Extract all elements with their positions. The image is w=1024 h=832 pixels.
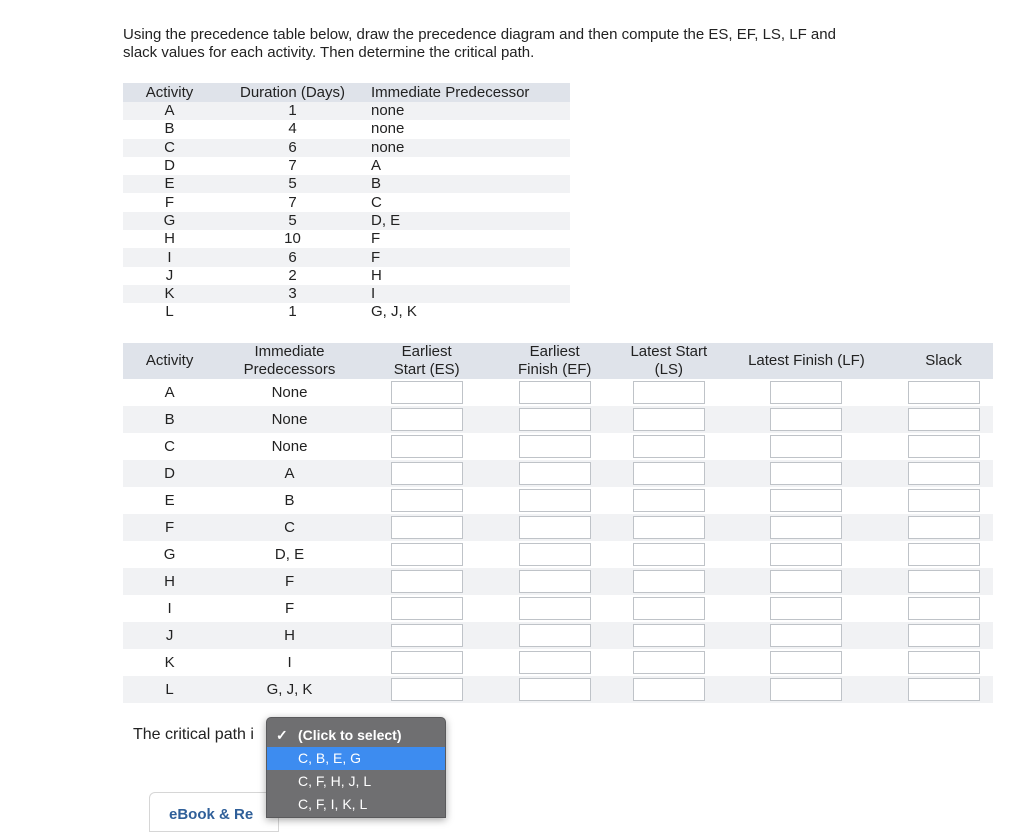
ef-input[interactable] (519, 489, 591, 512)
ef-cell (490, 622, 619, 649)
critical-path-dropdown[interactable] (266, 717, 446, 818)
slack-cell (894, 595, 993, 622)
ef-cell (490, 514, 619, 541)
ls-input[interactable] (633, 570, 705, 593)
ef-input[interactable] (519, 651, 591, 674)
lf-cell (719, 514, 894, 541)
es-cell (363, 676, 491, 703)
lf-cell (719, 568, 894, 595)
header-es-line1: Earliest (401, 343, 452, 360)
ls-input[interactable] (633, 435, 705, 458)
predecessor-cell: F (371, 230, 381, 248)
lf-cell (719, 487, 894, 514)
dropdown-option-label: C, F, I, K, L (298, 796, 368, 812)
ls-cell (619, 622, 719, 649)
activity-cell: D (164, 157, 175, 175)
question-line-2: slack values for each activity. Then determine the critical path. (123, 44, 535, 61)
predecessors-cell: B (284, 492, 295, 509)
ef-input[interactable] (519, 597, 591, 620)
duration-cell: 1 (288, 303, 297, 321)
answer-row (123, 433, 993, 460)
slack-cell (894, 541, 993, 568)
predecessors-cell: D, E (274, 546, 305, 563)
es-input[interactable] (391, 651, 463, 674)
slack-input[interactable] (908, 543, 980, 566)
es-input[interactable] (391, 543, 463, 566)
ef-cell (490, 541, 619, 568)
duration-cell: 4 (288, 120, 297, 138)
lf-input[interactable] (770, 624, 842, 647)
lf-input[interactable] (770, 435, 842, 458)
dropdown-option[interactable] (267, 724, 445, 747)
predecessor-cell: H (371, 266, 382, 284)
lf-cell (719, 406, 894, 433)
es-input[interactable] (391, 462, 463, 485)
header-lf: Latest Finish (LF) (719, 343, 894, 379)
predecessor-cell: D, E (369, 212, 570, 230)
activity-cell: F (123, 514, 216, 541)
ls-cell (619, 406, 719, 433)
precedence-row (123, 267, 570, 285)
ef-input[interactable] (519, 462, 591, 485)
slack-cell (894, 622, 993, 649)
header-duration: Duration (Days) (216, 83, 369, 102)
lf-input[interactable] (770, 408, 842, 431)
predecessors-cell: C (216, 514, 363, 541)
lf-input[interactable] (770, 597, 842, 620)
ef-input[interactable] (519, 408, 591, 431)
answer-row (123, 460, 993, 487)
ls-cell (619, 487, 719, 514)
ls-input[interactable] (633, 624, 705, 647)
ls-input[interactable] (633, 462, 705, 485)
slack-input[interactable] (908, 435, 980, 458)
answer-row (123, 406, 993, 433)
es-input[interactable] (391, 489, 463, 512)
header-es-line2: Start (ES) (393, 361, 460, 378)
activity-cell: J (123, 622, 216, 649)
ef-input[interactable] (519, 543, 591, 566)
predecessor-cell: G, J, K (371, 303, 417, 321)
ef-cell (490, 568, 619, 595)
critical-path-label: The critical path i (133, 726, 254, 743)
predecessor-cell: I (369, 285, 570, 303)
lf-cell (719, 460, 894, 487)
header-ls-line2: (LS) (654, 361, 683, 378)
predecessor-cell: A (371, 157, 382, 175)
lf-input[interactable] (770, 489, 842, 512)
lf-input[interactable] (770, 381, 842, 404)
es-input[interactable] (391, 624, 463, 647)
header-predecessors-line2: Predecessors (243, 361, 336, 378)
predecessors-cell: A (216, 460, 363, 487)
slack-input[interactable] (908, 624, 980, 647)
predecessors-cell: None (216, 406, 363, 433)
precedence-row (123, 175, 570, 193)
ls-input[interactable] (633, 489, 705, 512)
slack-cell (894, 433, 993, 460)
lf-cell (719, 595, 894, 622)
precedence-row (123, 139, 570, 157)
header-es (363, 343, 491, 379)
es-cell (363, 649, 491, 676)
duration-cell: 6 (216, 248, 369, 266)
ef-cell (490, 379, 619, 406)
activity-cell: C (123, 139, 216, 157)
es-input[interactable] (391, 597, 463, 620)
precedence-row (123, 120, 570, 138)
precedence-row (123, 303, 570, 321)
predecessors-cell: H (216, 622, 363, 649)
predecessors-cell: None (271, 438, 308, 455)
lf-cell (719, 541, 894, 568)
slack-cell (894, 676, 993, 703)
slack-input[interactable] (908, 489, 980, 512)
ef-cell (490, 487, 619, 514)
predecessor-cell: F (369, 248, 570, 266)
ls-input[interactable] (633, 408, 705, 431)
ls-input[interactable] (633, 678, 705, 701)
answer-row (123, 676, 993, 703)
ls-cell (619, 514, 719, 541)
precedence-row (123, 157, 570, 175)
slack-cell (894, 406, 993, 433)
ef-input[interactable] (519, 516, 591, 539)
slack-input[interactable] (908, 381, 980, 404)
es-input[interactable] (391, 408, 463, 431)
precedence-row (123, 193, 570, 211)
duration-cell: 7 (288, 193, 297, 211)
es-input[interactable] (391, 678, 463, 701)
es-cell (363, 541, 491, 568)
ef-input[interactable] (519, 570, 591, 593)
ls-cell (619, 568, 719, 595)
header-ls (619, 343, 719, 379)
ef-input[interactable] (519, 678, 591, 701)
header-ef-line1: Earliest (529, 343, 580, 360)
activity-cell: A (123, 102, 216, 120)
es-cell (363, 406, 491, 433)
lf-cell (719, 649, 894, 676)
es-cell (363, 460, 491, 487)
slack-cell (894, 649, 993, 676)
ef-cell (490, 460, 619, 487)
precedence-row (123, 212, 570, 230)
lf-cell (719, 622, 894, 649)
predecessors-cell: F (216, 568, 363, 595)
ls-input[interactable] (633, 516, 705, 539)
ef-cell (490, 595, 619, 622)
predecessor-cell: C (371, 193, 382, 211)
dropdown-option-label: (Click to select) (298, 727, 402, 743)
activity-cell: L (123, 676, 216, 703)
lf-input[interactable] (770, 570, 842, 593)
activity-cell: J (165, 266, 174, 284)
predecessors-cell: G, J, K (216, 676, 363, 703)
ef-input[interactable] (519, 435, 591, 458)
ls-input[interactable] (633, 543, 705, 566)
slack-input[interactable] (908, 678, 980, 701)
slack-cell (894, 514, 993, 541)
dropdown-option-label: C, F, H, J, L (298, 773, 372, 789)
slack-cell (894, 379, 993, 406)
ls-input[interactable] (633, 651, 705, 674)
ls-cell (619, 676, 719, 703)
duration-cell: 5 (216, 175, 369, 193)
precedence-row (123, 230, 570, 248)
duration-cell: 10 (284, 230, 301, 248)
dropdown-option[interactable] (267, 770, 445, 793)
header-activity: Activity (123, 83, 216, 102)
predecessor-cell: none (371, 120, 405, 138)
header-slack: Slack (894, 343, 993, 379)
slack-input[interactable] (908, 516, 980, 539)
es-input[interactable] (391, 570, 463, 593)
precedence-table (123, 83, 570, 322)
es-input[interactable] (391, 435, 463, 458)
dropdown-option[interactable] (267, 793, 445, 816)
activity-cell: C (164, 438, 175, 455)
es-cell (363, 622, 491, 649)
dropdown-option[interactable] (267, 747, 445, 770)
activity-cell: G (123, 212, 216, 230)
lf-cell (719, 433, 894, 460)
precedence-row (123, 285, 570, 303)
answer-row (123, 541, 993, 568)
lf-input[interactable] (770, 516, 842, 539)
header-ef-line2: Finish (EF) (518, 361, 592, 378)
duration-cell: 6 (216, 139, 369, 157)
answer-row (123, 568, 993, 595)
ef-input[interactable] (519, 381, 591, 404)
activity-cell: A (164, 384, 175, 401)
predecessor-cell: none (369, 102, 570, 120)
duration-cell: 2 (288, 266, 297, 284)
slack-cell (894, 460, 993, 487)
lf-input[interactable] (770, 462, 842, 485)
es-cell (363, 514, 491, 541)
es-cell (363, 487, 491, 514)
question-line-1: Using the precedence table below, draw the precedence diagram and then compute the ES, EF, LS, LF and (123, 26, 836, 43)
header-predecessors (216, 343, 363, 379)
predecessor-cell: B (369, 175, 570, 193)
checkmark-icon: ✓ (276, 727, 288, 743)
precedence-row (123, 102, 570, 120)
duration-cell: 5 (216, 212, 369, 230)
slack-input[interactable] (908, 408, 980, 431)
lf-input[interactable] (770, 678, 842, 701)
question-text (123, 26, 943, 62)
ls-input[interactable] (633, 381, 705, 404)
answer-row (123, 514, 993, 541)
ef-cell (490, 433, 619, 460)
ls-input[interactable] (633, 597, 705, 620)
header-predecessors-line1: Immediate (254, 343, 325, 360)
slack-cell (894, 568, 993, 595)
es-cell (363, 379, 491, 406)
ebook-tab-label: eBook & Re (169, 806, 254, 823)
ebook-tab[interactable] (149, 792, 279, 832)
ls-cell (619, 460, 719, 487)
duration-cell: 1 (216, 102, 369, 120)
activity-cell: I (123, 248, 216, 266)
predecessors-cell: None (271, 384, 308, 401)
activity-cell: F (164, 193, 175, 211)
activity-cell: H (123, 568, 216, 595)
answer-row (123, 595, 993, 622)
header-ef (490, 343, 619, 379)
ls-cell (619, 595, 719, 622)
answer-header-row (123, 343, 993, 379)
activity-cell: L (165, 303, 174, 321)
activity-cell: D (123, 460, 216, 487)
header-ls-line1: Latest Start (630, 343, 708, 360)
activity-cell: H (164, 230, 175, 248)
duration-cell: 7 (288, 157, 297, 175)
slack-input[interactable] (908, 651, 980, 674)
precedence-row (123, 248, 570, 266)
activity-cell: E (123, 175, 216, 193)
es-cell (363, 595, 491, 622)
header-activity: Activity (123, 343, 216, 379)
ls-cell (619, 649, 719, 676)
es-input[interactable] (391, 516, 463, 539)
ef-input[interactable] (519, 624, 591, 647)
slack-cell (894, 487, 993, 514)
lf-cell (719, 676, 894, 703)
duration-cell: 3 (216, 285, 369, 303)
es-input[interactable] (391, 381, 463, 404)
activity-cell: B (123, 406, 216, 433)
predecessors-cell: F (284, 600, 295, 617)
answer-row (123, 487, 993, 514)
ls-cell (619, 541, 719, 568)
predecessor-cell: none (369, 139, 570, 157)
answer-row (123, 649, 993, 676)
ef-cell (490, 406, 619, 433)
es-cell (363, 568, 491, 595)
slack-input[interactable] (908, 570, 980, 593)
activity-cell: K (164, 654, 175, 671)
precedence-header-row (123, 83, 570, 102)
answer-row (123, 379, 993, 406)
activity-cell: E (164, 492, 175, 509)
lf-cell (719, 379, 894, 406)
header-predecessor: Immediate Predecessor (369, 83, 570, 102)
predecessors-cell: I (287, 654, 292, 671)
ef-cell (490, 649, 619, 676)
ls-cell (619, 379, 719, 406)
ef-cell (490, 676, 619, 703)
ls-cell (619, 433, 719, 460)
answer-table (123, 343, 993, 703)
dropdown-option-label: C, B, E, G (298, 750, 362, 766)
slack-input[interactable] (908, 597, 980, 620)
activity-cell: I (167, 600, 172, 617)
es-cell (363, 433, 491, 460)
activity-cell: G (163, 546, 176, 563)
answer-row (123, 622, 993, 649)
lf-input[interactable] (770, 651, 842, 674)
slack-input[interactable] (908, 462, 980, 485)
activity-cell: K (123, 285, 216, 303)
lf-input[interactable] (770, 543, 842, 566)
activity-cell: B (164, 120, 175, 138)
